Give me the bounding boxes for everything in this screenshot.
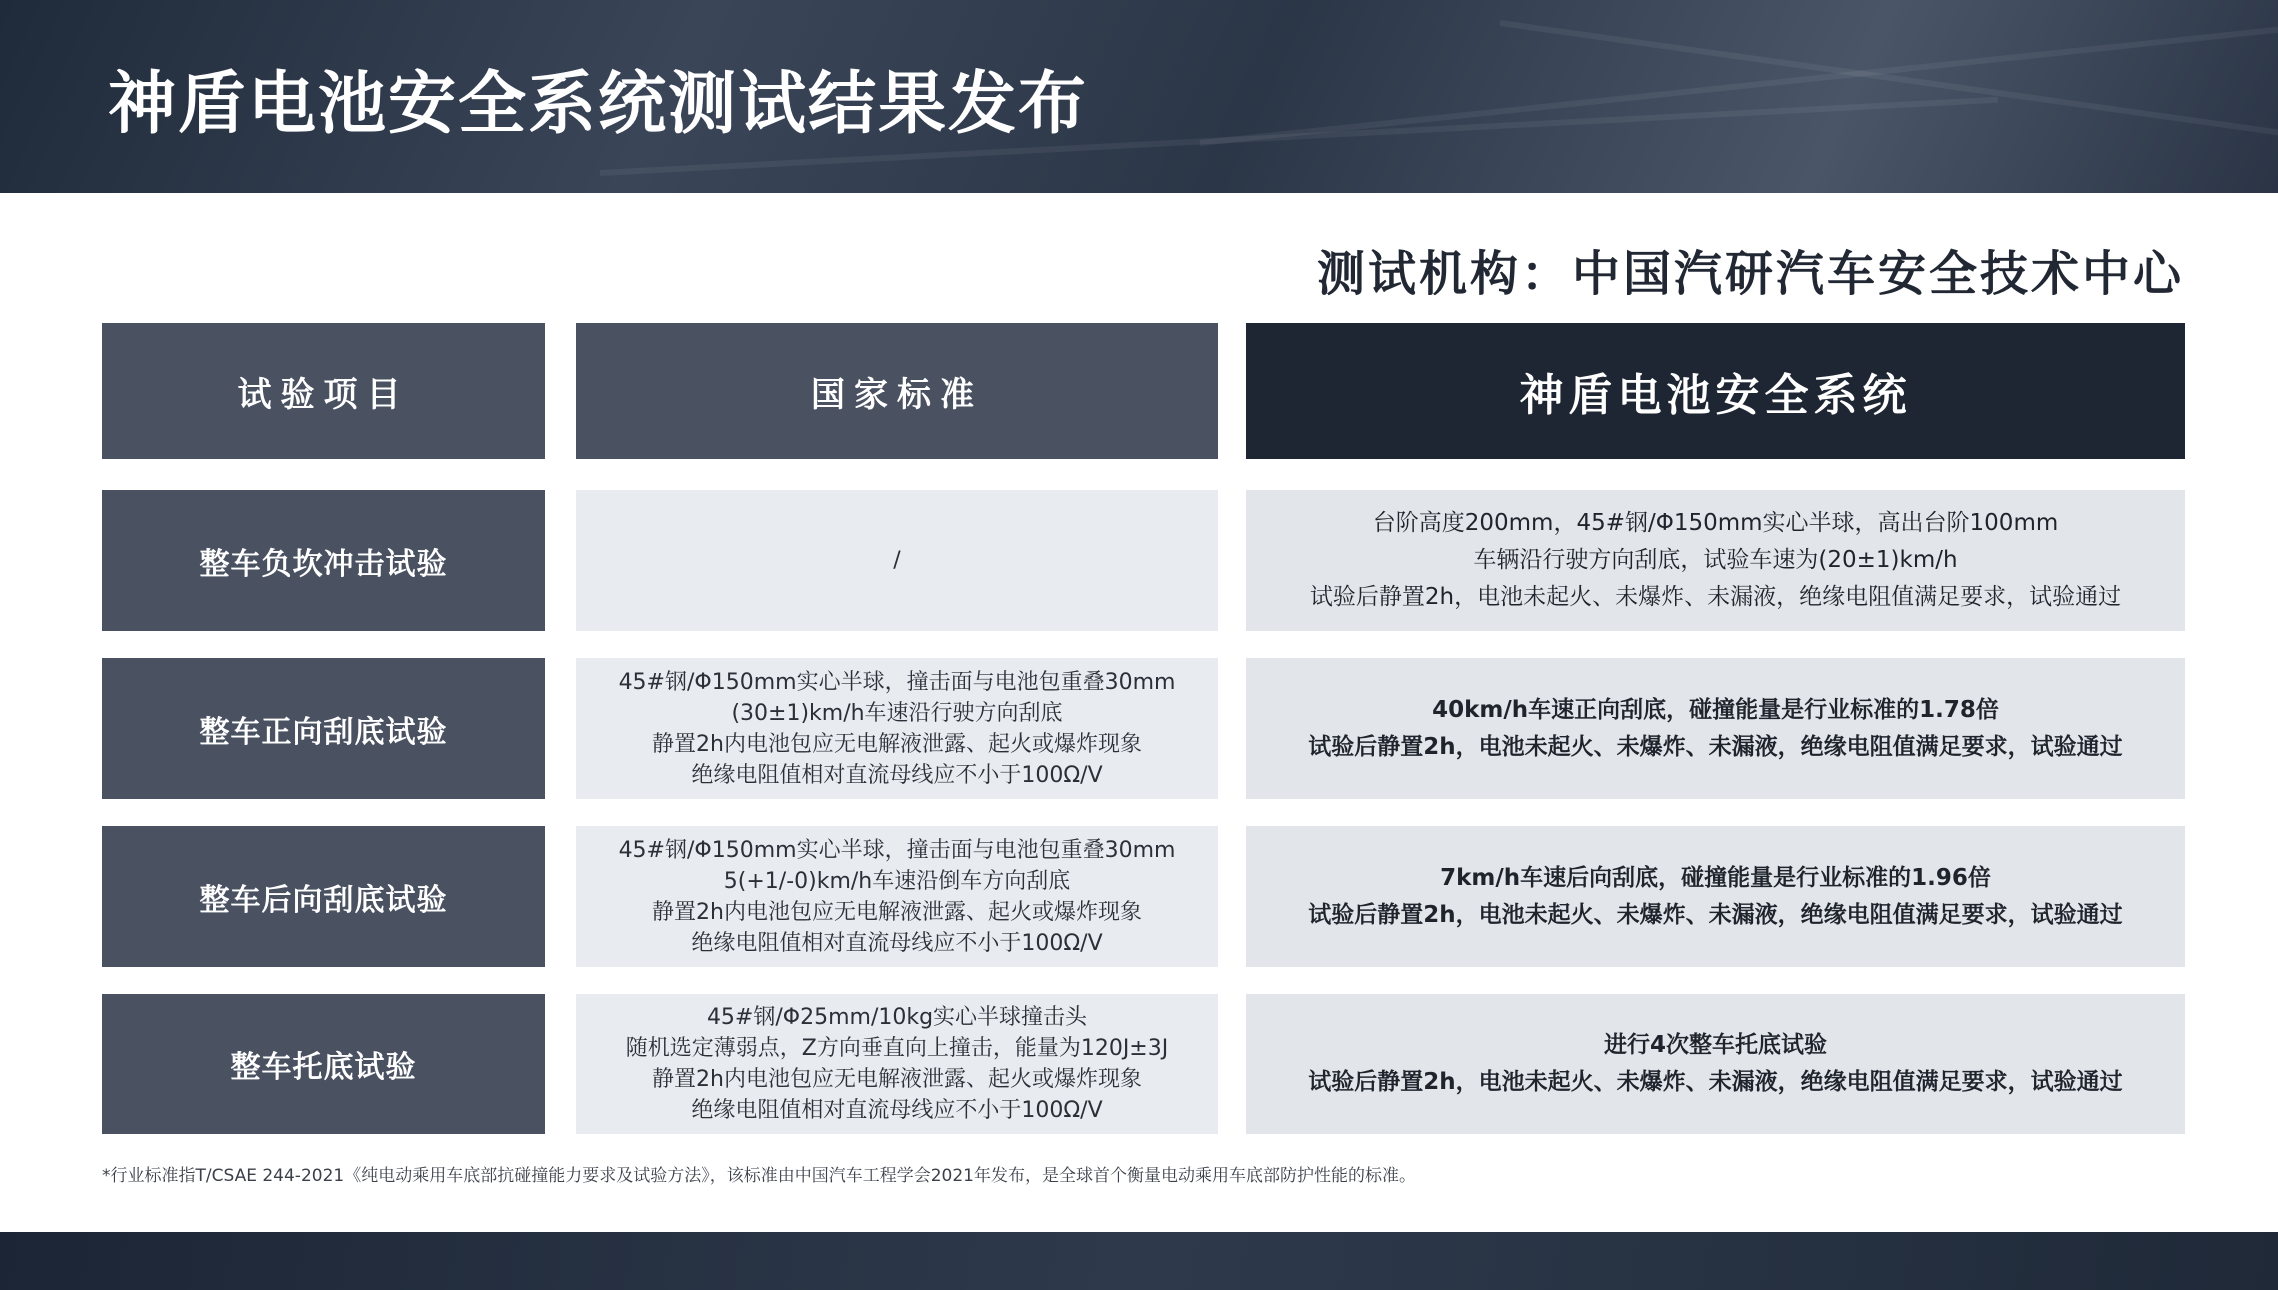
row-4-standard-line-3: 静置2h内电池包应无电解液泄露、起火或爆炸现象 [652, 1067, 1142, 1092]
row-3-standard [576, 826, 1218, 967]
row-3-test-item [102, 826, 545, 967]
row-3-standard-line-2: 5(+1/-0)km/h车速沿倒车方向刮底 [723, 868, 1071, 894]
header-national-standard [576, 323, 1218, 459]
test-organization: 测试机构：中国汽研汽车安全技术中心 [1316, 246, 2184, 302]
row-2-result-line-2: 试验后静置2h，电池未起火、未爆炸、未漏液，绝缘电阻值满足要求，试验通过 [1308, 733, 2123, 760]
row-1-result-line-3: 试验后静置2h，电池未起火、未爆炸、未漏液，绝缘电阻值满足要求，试验通过 [1309, 584, 2122, 610]
row-4-result [1246, 994, 2185, 1134]
row-3-test-item-label: 整车后向刮底试验 [199, 882, 448, 918]
row-3-standard-line-1: 45#钢/Φ150mm实心半球，撞击面与电池包重叠30mm [618, 837, 1176, 863]
row-2-test-item [102, 658, 545, 799]
row-2-result [1246, 658, 2185, 799]
row-1-result [1246, 490, 2185, 631]
row-3-standard-line-3: 静置2h内电池包应无电解液泄露、起火或爆炸现象 [652, 899, 1142, 925]
row-2-test-item-label: 整车正向刮底试验 [199, 714, 448, 750]
row-4-test-item [102, 994, 545, 1134]
row-1-result-line-1: 台阶高度200mm，45#钢/Φ150mm实心半球，高出台阶100mm [1372, 510, 2059, 536]
row-2-standard-line-1: 45#钢/Φ150mm实心半球，撞击面与电池包重叠30mm [618, 669, 1176, 695]
header-test-item-label: 试验项目 [237, 374, 410, 415]
header-test-item [102, 323, 545, 459]
row-3-result-line-2: 试验后静置2h，电池未起火、未爆炸、未漏液，绝缘电阻值满足要求，试验通过 [1308, 901, 2123, 928]
row-1-standard-line-1: / [893, 548, 901, 573]
row-4-test-item-label: 整车托底试验 [230, 1050, 417, 1085]
header-shield-system-label: 神盾电池安全系统 [1519, 370, 1912, 421]
banner-decoration [1200, 0, 2278, 146]
row-3-result-line-1: 7km/h车速后向刮底，碰撞能量是行业标准的1.96倍 [1440, 864, 1991, 891]
header-national-standard-label: 国家标准 [811, 374, 983, 415]
page-title: 神盾电池安全系统测试结果发布 [108, 65, 1089, 144]
row-1-result-line-2: 车辆沿行驶方向刮底，试验车速为(20±1)km/h [1473, 547, 1958, 573]
row-2-standard-line-3: 静置2h内电池包应无电解液泄露、起火或爆炸现象 [652, 731, 1142, 757]
row-4-standard-line-2: 随机选定薄弱点，Z方向垂直向上撞击，能量为120J±3J [625, 1036, 1169, 1061]
header-shield-system [1246, 323, 2185, 459]
footnote: *行业标准指T/CSAE 244-2021《纯电动乘用车底部抗碰撞能力要求及试验方法》，该标准由中国汽车工程学会2021年发布，是全球首个衡量电动乘用车底部防护性能的标准。 [102, 1166, 1416, 1186]
row-4-result-line-1: 进行4次整车托底试验 [1603, 1032, 1827, 1058]
row-3-standard-line-4: 绝缘电阻值相对直流母线应不小于100Ω/V [691, 930, 1103, 956]
bottom-banner [0, 1232, 2278, 1290]
row-3-result [1246, 826, 2185, 967]
row-4-standard [576, 994, 1218, 1134]
row-2-result-line-1: 40km/h车速正向刮底，碰撞能量是行业标准的1.78倍 [1432, 696, 1999, 723]
row-1-standard [576, 490, 1218, 631]
row-2-standard-line-4: 绝缘电阻值相对直流母线应不小于100Ω/V [691, 762, 1103, 788]
row-2-standard-line-2: (30±1)km/h车速沿行驶方向刮底 [731, 700, 1063, 726]
title-banner [0, 0, 2278, 193]
row-4-result-line-2: 试验后静置2h，电池未起火、未爆炸、未漏液，绝缘电阻值满足要求，试验通过 [1308, 1069, 2123, 1095]
row-4-standard-line-1: 45#钢/Φ25mm/10kg实心半球撞击头 [706, 1005, 1088, 1030]
row-1-test-item [102, 490, 545, 631]
row-2-standard [576, 658, 1218, 799]
row-1-test-item-label: 整车负坎冲击试验 [199, 546, 448, 582]
row-4-standard-line-4: 绝缘电阻值相对直流母线应不小于100Ω/V [691, 1098, 1103, 1123]
